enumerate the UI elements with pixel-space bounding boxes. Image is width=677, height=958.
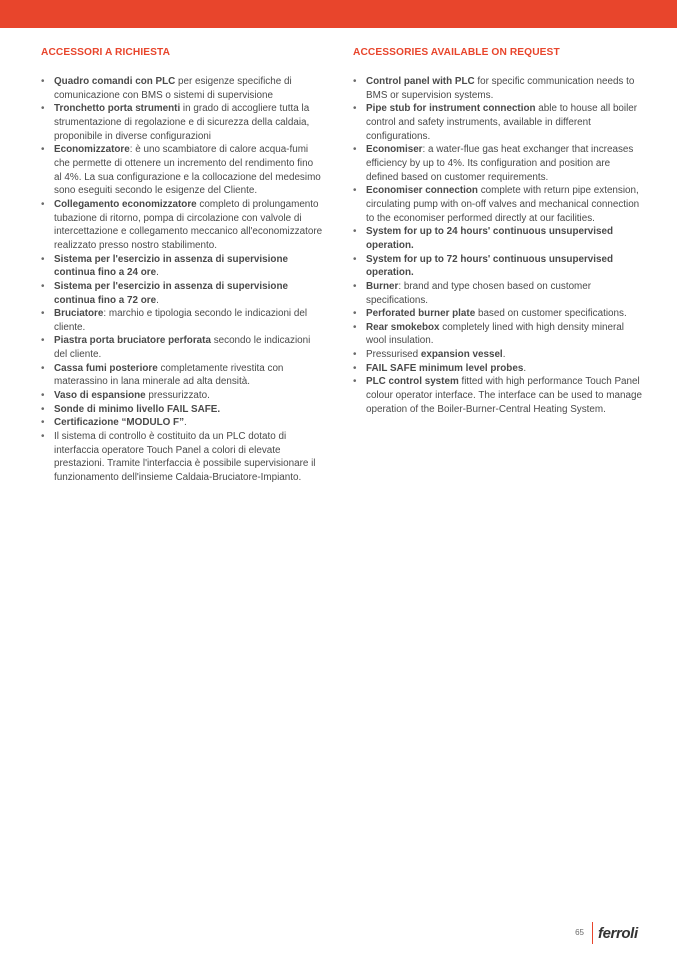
item-bold-text: Control panel with PLC xyxy=(366,76,475,87)
item-text: pressurizzato. xyxy=(145,390,210,402)
item-bold-text: expansion vessel xyxy=(420,349,503,361)
item-bold-text: Quadro comandi con PLC xyxy=(54,76,176,87)
item-bold-text: Bruciatore xyxy=(54,308,104,320)
item-text: based on customer specifications. xyxy=(475,308,627,320)
item-text: . xyxy=(184,417,187,429)
item-text: secondo le indicazioni del cliente. xyxy=(54,335,311,361)
item-text: : brand and type chosen based on customer specifications. xyxy=(366,280,592,306)
item-bold-text: System for up to 24 hours' continuous unsupervised operation. xyxy=(366,226,614,251)
item-bold-text: Economizzatore xyxy=(54,144,130,156)
header-accent-bar xyxy=(0,0,677,28)
list-item xyxy=(353,184,643,225)
list-item xyxy=(41,334,323,361)
item-text: in grado di accogliere tutta la strumentazione di regolazione e di sicurezza della caldaia, proponibile in diverse configurazioni xyxy=(54,103,310,142)
list-item xyxy=(353,102,643,143)
item-text: per esigenze specifiche di comunicazione con BMS o sistemi di supervisione xyxy=(54,76,292,101)
english-accessory-list xyxy=(353,75,643,416)
list-item xyxy=(41,198,323,253)
list-item xyxy=(353,75,643,102)
english-column xyxy=(353,46,643,416)
item-text: fitted with high performance Touch Panel colour operator interface. The interface can be used to manage operation of the Boiler-Burner-Central Heating System. xyxy=(366,376,642,415)
item-bold-text: Certificazione “MODULO F” xyxy=(54,417,185,429)
item-text: Il sistema di controllo è costituito da un PLC dotato di interfaccia operatore Touch Panel a colori di elevate prestazioni. Tramite l'interfaccia è possibile supervisionare il funzionamento dell'insieme Caldaia-Bruciatore-Impianto. xyxy=(54,431,316,484)
list-item xyxy=(41,403,323,417)
item-text: . xyxy=(523,362,527,374)
list-item xyxy=(41,280,323,307)
list-item xyxy=(41,307,323,334)
item-text: completamente rivestita con materassino in lana minerale ad alta densità. xyxy=(54,362,284,388)
item-bold-text: Cassa fumi posteriore xyxy=(54,362,158,374)
list-item xyxy=(41,389,323,403)
item-bold-text: FAIL SAFE minimum level probes xyxy=(366,362,524,374)
item-text: . xyxy=(156,294,159,306)
item-text: . xyxy=(156,267,159,279)
item-bold-text: Vaso di espansione xyxy=(54,390,146,402)
list-item xyxy=(353,225,643,252)
italian-accessory-list xyxy=(41,75,323,485)
item-text: completely lined with high density mineral wool insulation. xyxy=(366,321,624,347)
ferroli-logo: ferroli xyxy=(598,925,638,942)
item-bold-text: Collegamento economizzatore xyxy=(54,198,197,210)
item-bold-text: Sonde di minimo livello FAIL SAFE. xyxy=(54,403,221,415)
item-text: Pressurised xyxy=(366,349,421,361)
item-bold-text: Rear smokebox xyxy=(366,321,440,333)
item-bold-text: Perforated burner plate xyxy=(366,308,476,320)
item-text: . xyxy=(502,349,506,361)
list-item xyxy=(41,416,323,430)
item-text: completo di prolungamento tubazione di ritorno, pompa di circolazione con valvole di intercettazione e collegamento meccanico all'economizzatore realizzato presso nostro stabilimento. xyxy=(54,198,323,251)
list-item xyxy=(41,75,323,102)
item-bold-text: System for up to 72 hours' continuous unsupervised operation. xyxy=(366,253,614,279)
list-item xyxy=(353,253,643,280)
list-item xyxy=(353,375,643,416)
list-item xyxy=(353,348,643,362)
item-text: : marchio e tipologia secondo le indicazioni del cliente. xyxy=(54,308,308,333)
list-item xyxy=(353,280,643,307)
item-bold-text: Sistema per l'esercizio in assenza di supervisione continua fino a 24 ore xyxy=(54,253,288,279)
list-item xyxy=(41,102,323,143)
list-item xyxy=(353,143,643,184)
list-item xyxy=(353,321,643,348)
list-item xyxy=(41,430,323,485)
item-text: able to house all boiler control and safety instruments, available in different configurations. xyxy=(366,103,638,142)
item-bold-text: Burner xyxy=(366,280,399,292)
item-text: : è uno scambiatore di calore acqua-fumi che permette di ottenere un incremento del rendimento fino al 4%. La sua configurazione e la collocazione del medesimo sono eseguiti secondo le esigenze del Cliente. xyxy=(54,144,321,197)
italian-column xyxy=(41,46,323,485)
item-bold-text: PLC control system xyxy=(366,376,459,388)
page-number: 65 xyxy=(575,928,584,937)
list-item xyxy=(41,253,323,280)
item-text: for specific communication needs to BMS or supervision systems. xyxy=(366,76,635,101)
item-bold-text: Economiser xyxy=(366,144,423,156)
item-bold-text: Tronchetto porta strumenti xyxy=(54,103,181,115)
list-item xyxy=(353,307,643,321)
item-text: : a water-flue gas heat exchanger that increases efficiency by up to 4%. Its configuration and position are defined based on customer requirements. xyxy=(366,144,634,183)
item-bold-text: Economiser connection xyxy=(366,185,478,197)
list-item xyxy=(353,362,643,376)
item-text: complete with return pipe extension, circulating pump with on-off valves and mechanical connection to the economiser performed directly at our facilities. xyxy=(366,185,640,224)
item-bold-text: Sistema per l'esercizio in assenza di supervisione continua fino a 72 ore xyxy=(54,280,288,306)
english-section-title: ACCESSORIES AVAILABLE ON REQUEST xyxy=(353,47,560,58)
item-bold-text: Piastra porta bruciatore perforata xyxy=(54,335,211,347)
list-item xyxy=(41,362,323,389)
list-item xyxy=(41,143,323,198)
item-bold-text: Pipe stub for instrument connection xyxy=(366,103,536,115)
italian-section-title: ACCESSORI A RICHIESTA xyxy=(41,47,171,58)
footer-divider xyxy=(592,922,593,944)
